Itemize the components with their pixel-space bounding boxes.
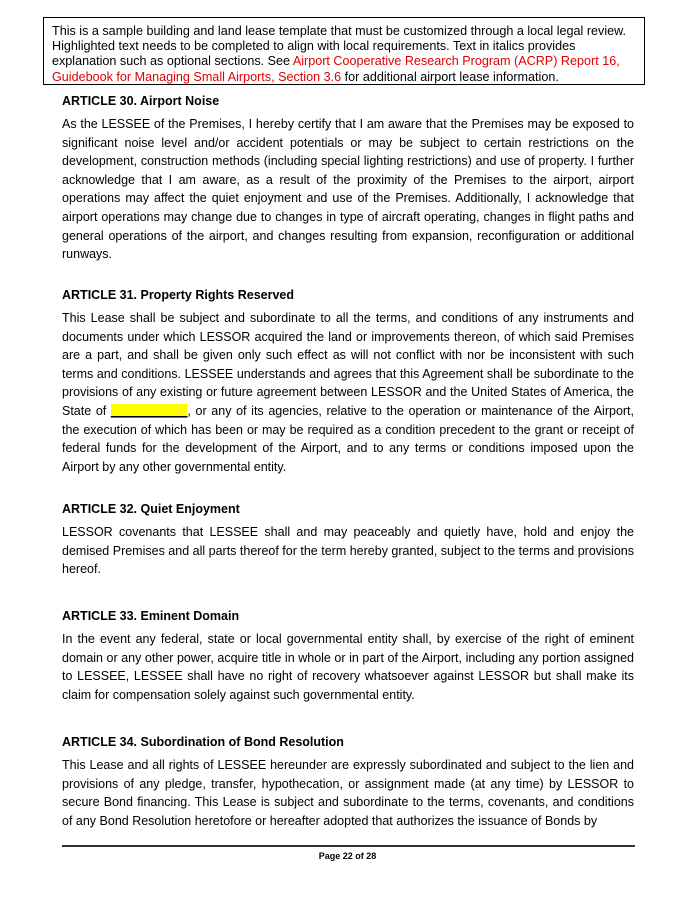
article-body: LESSOR covenants that LESSEE shall and may peaceably and quietly have, hold and enjoy the demised Premises and all parts thereof for the term hereby granted, subject to the terms and provisions hereof. (62, 525, 634, 577)
article-30 (62, 93, 634, 264)
article-34 (62, 734, 634, 830)
acrp-report-link[interactable]: Airport Cooperative Research Program (ACRP) Report 16, Guidebook for Managing Small Airports, Section 3.6 (52, 54, 620, 84)
article-heading: ARTICLE 33. Eminent Domain (62, 609, 240, 623)
article-31 (62, 287, 634, 476)
article-body-part: This Lease shall be subject and subordinate to all the terms, and conditions of any instruments and documents under which LESSOR acquired the land or improvements thereon, of which said Premises are a part, and shall be given only such effect as will not conflict with nor be inconsistent with such terms and conditions. LESSEE understands and agrees that this Agreement shall be subordinate to the provisions of any existing or future agreement between LESSOR and the United States of America, the State of (62, 311, 634, 418)
state-name-blank[interactable]: ___________ (110, 403, 188, 418)
template-notice-box (43, 17, 645, 85)
article-body-part: , or any of its agencies, relative to the operation or maintenance of the Airport, the execution of which has been or may be required as a condition precedent to the grant or receipt of federal funds for the development of the Airport, and to any terms or conditions imposed upon the Airport by any other governmental entity. (62, 403, 635, 474)
article-heading: ARTICLE 30. Airport Noise (62, 94, 220, 108)
article-heading: ARTICLE 34. Subordination of Bond Resolution (62, 735, 344, 749)
article-33 (62, 608, 634, 704)
article-body: As the LESSEE of the Premises, I hereby certify that I am aware that the Premises may be exposed to significant noise level and/or accident potentials or may be subject to certain restrictions on the development, construction methods (including special lighting restrictions) and use of property. I further acknowledge that I am aware, as a result of the proximity of the Premises to the airport, airport operations may affect the quiet enjoyment and use of the Premises. Additionally, I acknowledge that airport operations may change due to changes in type of aircraft operating, changes in flight paths and general operations of the airport, and changes resulting from expansion, reconfiguration or additional runways. (62, 117, 634, 262)
notice-text: This is a sample building and land lease template that must be customized through a local legal review. Highlighted text needs to be completed to align with local requirements. Text in italics provides explanation such as optional sections. See (52, 24, 627, 69)
article-body (62, 309, 634, 476)
article-heading: ARTICLE 32. Quiet Enjoyment (62, 502, 240, 516)
article-body: This Lease and all rights of LESSEE hereunder are expressly subordinated and subject to the lien and provisions of any pledge, transfer, hypothecation, or assignment made (at any time) by LESSOR to secure Bond financing. This Lease is subject and subordinate to the terms, covenants, and conditions of any Bond Resolution heretofore or hereafter adopted that authorizes the issuance of Bonds by (62, 758, 634, 828)
article-body: In the event any federal, state or local governmental entity shall, by exercise of the right of eminent domain or any other power, acquire title in whole or in part of the Airport, including any portion assigned to LESSEE, LESSEE shall have no right of recovery whatsoever against LESSOR but shall make its claim for compensation solely against such governmental entity. (62, 632, 634, 702)
notice-text-end: for additional airport lease information. (341, 69, 559, 84)
footer-divider (62, 845, 635, 847)
article-heading: ARTICLE 31. Property Rights Reserved (62, 288, 295, 302)
article-32 (62, 501, 634, 579)
page-number: Page 22 of 28 (318, 851, 377, 861)
